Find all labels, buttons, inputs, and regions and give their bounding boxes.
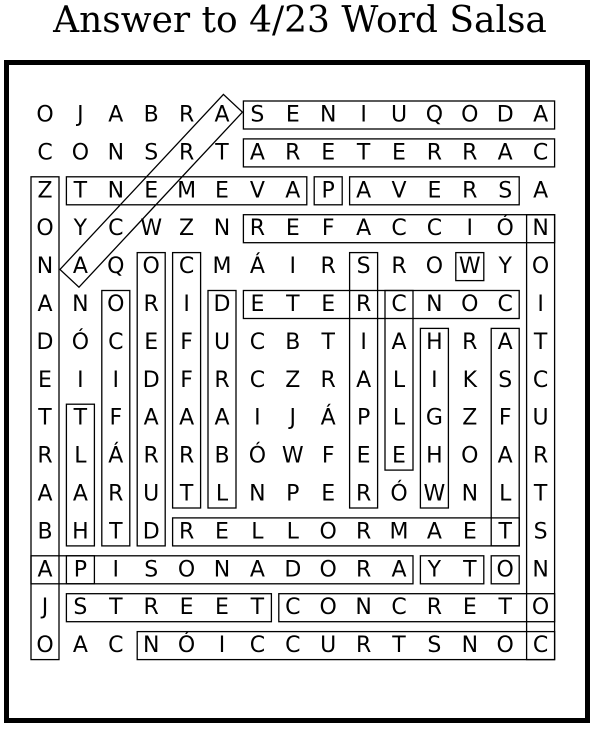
- grid-letter: O: [319, 519, 337, 545]
- grid-letter: F: [109, 405, 123, 431]
- grid-letter: N: [213, 557, 231, 583]
- grid-letter: R: [532, 443, 549, 469]
- grid-letter: O: [461, 102, 479, 128]
- grid-letter: C: [497, 292, 513, 317]
- grid-letter: K: [462, 367, 478, 393]
- grid-letter: A: [72, 481, 88, 507]
- grid-letter: A: [214, 405, 230, 431]
- grid-letter: I: [360, 102, 367, 128]
- grid-letter: O: [36, 216, 54, 242]
- grid-letter: T: [463, 557, 477, 583]
- grid-letter: R: [285, 140, 301, 166]
- grid-letter: A: [497, 140, 513, 166]
- grid-letter: C: [249, 367, 266, 393]
- grid-letter: Z: [462, 405, 478, 431]
- grid-letter: F: [180, 329, 193, 355]
- grid-letter: F: [498, 405, 512, 431]
- grid-letter: R: [37, 443, 53, 469]
- grid-letter: N: [319, 102, 337, 128]
- grid-letter: I: [360, 329, 367, 355]
- grid-letter: O: [71, 140, 90, 166]
- grid-letter: A: [356, 367, 372, 393]
- grid-letter: N: [107, 140, 125, 166]
- grid-letter: V: [249, 178, 265, 204]
- grid-letter: C: [249, 633, 266, 659]
- grid-letter: A: [72, 254, 88, 280]
- grid-letter: C: [108, 216, 124, 242]
- grid-letter: P: [286, 481, 300, 507]
- grid-letter: T: [498, 595, 512, 621]
- grid-letter: H: [72, 519, 89, 545]
- grid-letter: M: [212, 254, 232, 280]
- grid-letter: D: [284, 557, 302, 583]
- grid-letter: Y: [73, 216, 88, 242]
- found-word-marker: [66, 594, 271, 622]
- grid-letter: E: [427, 178, 442, 204]
- grid-letter: A: [37, 481, 53, 507]
- grid-letter: L: [74, 443, 87, 469]
- grid-letter: E: [285, 216, 300, 242]
- grid-letter: S: [533, 519, 548, 545]
- grid-letter: C: [391, 595, 407, 621]
- grid-letter: R: [462, 178, 478, 204]
- found-word-marker: [491, 328, 519, 546]
- grid-letter: F: [180, 367, 193, 393]
- grid-letter: Ó: [390, 481, 408, 507]
- grid-letter: O: [142, 254, 160, 280]
- grid-letter: O: [36, 633, 54, 659]
- grid-letter: I: [112, 557, 120, 583]
- grid-letter: O: [107, 292, 125, 317]
- grid-letter: B: [37, 519, 53, 545]
- grid-letter: C: [391, 292, 407, 317]
- grid-letter: R: [249, 216, 266, 242]
- grid-letter: J: [41, 595, 49, 621]
- grid-letter: I: [112, 367, 120, 393]
- grid-letter: W: [281, 443, 304, 469]
- grid-letter: N: [532, 216, 549, 242]
- grid-letter: R: [462, 140, 478, 166]
- grid-letter: I: [466, 216, 474, 242]
- grid-letter: A: [356, 178, 372, 204]
- grid-letter: R: [143, 292, 159, 317]
- grid-letter: I: [77, 367, 84, 393]
- grid-letter: E: [144, 178, 159, 204]
- grid-letter: I: [289, 254, 297, 280]
- grid-letter: Á: [108, 443, 124, 469]
- grid-letter: V: [391, 178, 407, 204]
- grid-letter: R: [320, 254, 336, 280]
- grid-letter: R: [355, 557, 372, 583]
- grid-letter: R: [178, 519, 195, 545]
- grid-letter: O: [496, 633, 514, 659]
- grid-letter: A: [426, 519, 442, 545]
- grid-letter: O: [177, 557, 196, 583]
- grid-letter: Ó: [71, 329, 90, 355]
- grid-letter: T: [321, 329, 335, 355]
- grid-letter: I: [431, 367, 438, 393]
- grid-letter: R: [426, 140, 443, 166]
- grid-letter: N: [107, 178, 125, 204]
- grid-letter: T: [215, 140, 229, 166]
- grid-letter: Ó: [177, 633, 196, 659]
- grid-letter: S: [73, 595, 88, 621]
- grid-letter: A: [497, 329, 513, 355]
- grid-letter: A: [249, 557, 265, 583]
- grid-letter: D: [36, 329, 54, 355]
- grid-letter: Á: [320, 405, 336, 431]
- grid-letter: A: [391, 329, 407, 355]
- word-search-grid: [9, 65, 585, 718]
- grid-letter: R: [178, 102, 195, 128]
- grid-letter: T: [286, 292, 300, 317]
- grid-letter: U: [532, 405, 549, 431]
- grid-letter: J: [289, 405, 297, 431]
- grid-letter: O: [319, 557, 337, 583]
- grid-letter: I: [183, 292, 190, 317]
- grid-letter: T: [38, 405, 52, 431]
- grid-letter: Z: [285, 367, 301, 393]
- grid-letter: L: [392, 367, 406, 393]
- grid-letter: E: [321, 140, 336, 166]
- grid-letter: R: [178, 443, 195, 469]
- grid-letter: A: [497, 443, 513, 469]
- grid-letter: D: [142, 519, 160, 545]
- grid-letter: H: [426, 443, 443, 469]
- found-word-marker: [137, 632, 554, 660]
- grid-letter: M: [177, 178, 197, 204]
- grid-letter: H: [426, 329, 443, 355]
- grid-letter: E: [285, 102, 300, 128]
- grid-letter: N: [461, 633, 479, 659]
- grid-letter: E: [144, 329, 159, 355]
- grid-letter: N: [461, 481, 479, 507]
- grid-letter: G: [425, 405, 443, 431]
- grid-letter: P: [73, 557, 88, 583]
- grid-letter: O: [461, 292, 479, 317]
- grid-letter: A: [285, 178, 301, 204]
- grid-letter: S: [356, 254, 371, 280]
- grid-letter: A: [533, 178, 549, 204]
- grid-letter: R: [143, 595, 159, 621]
- grid-letter: R: [355, 292, 372, 317]
- grid-letter: B: [285, 329, 301, 355]
- grid-letter: I: [537, 292, 544, 317]
- grid-letter: A: [214, 102, 230, 128]
- grid-letter: C: [285, 633, 301, 659]
- grid-letter: R: [214, 367, 230, 393]
- grid-letter: A: [391, 557, 407, 583]
- grid-letter: A: [143, 405, 159, 431]
- grid-letter: S: [144, 140, 159, 166]
- grid-letter: I: [254, 405, 261, 431]
- grid-letter: A: [356, 216, 372, 242]
- grid-letter: C: [108, 329, 124, 355]
- grid-letter: W: [140, 216, 163, 242]
- grid-letter: U: [213, 329, 231, 355]
- grid-letter: Z: [37, 178, 53, 204]
- grid-letter: T: [73, 405, 88, 431]
- grid-letter: E: [179, 595, 194, 621]
- grid-letter: T: [533, 481, 548, 507]
- page-title: Answer to 4/23 Word Salsa: [53, 0, 547, 41]
- grid-letter: O: [36, 102, 54, 128]
- grid-letter: C: [285, 595, 301, 621]
- grid-letter: B: [214, 443, 230, 469]
- grid-letter: O: [531, 595, 550, 621]
- grid-letter: E: [321, 292, 336, 317]
- grid-letter: N: [532, 557, 549, 583]
- grid-letter: R: [355, 519, 372, 545]
- grid-letter: F: [321, 443, 335, 469]
- grid-letter: W: [458, 254, 481, 280]
- grid-letter: T: [356, 140, 371, 166]
- grid-letter: A: [249, 140, 265, 166]
- grid-letter: C: [426, 216, 443, 242]
- grid-letter: E: [356, 443, 371, 469]
- grid-letter: A: [37, 557, 53, 583]
- grid-letter: S: [498, 367, 513, 393]
- grid-letter: E: [215, 519, 229, 545]
- grid-letter: T: [109, 519, 123, 545]
- grid-letter: O: [531, 254, 550, 280]
- grid-letter: R: [178, 140, 195, 166]
- grid-letter: E: [250, 292, 265, 317]
- grid-letter: O: [496, 557, 514, 583]
- grid-letter: S: [427, 633, 442, 659]
- grid-letter: M: [389, 519, 409, 545]
- grid-letter: N: [426, 292, 443, 317]
- word-search-board: [4, 60, 590, 723]
- grid-letter: C: [532, 633, 549, 659]
- grid-letter: R: [426, 595, 443, 621]
- grid-letter: A: [179, 405, 195, 431]
- grid-letter: Z: [179, 216, 195, 242]
- grid-letter: T: [250, 595, 265, 621]
- grid-letter: C: [391, 216, 407, 242]
- grid-letter: Q: [107, 254, 125, 280]
- grid-letter: L: [251, 519, 264, 545]
- grid-letter: C: [532, 140, 549, 166]
- grid-letter: D: [213, 292, 231, 317]
- grid-letter: T: [109, 595, 123, 621]
- grid-letter: R: [320, 367, 336, 393]
- grid-letter: S: [144, 557, 159, 583]
- grid-letter: R: [462, 329, 478, 355]
- grid-letter: F: [321, 216, 335, 242]
- grid-letter: T: [498, 519, 512, 545]
- grid-letter: N: [36, 254, 54, 280]
- grid-letter: T: [533, 329, 548, 355]
- grid-letter: N: [249, 481, 266, 507]
- grid-letter: I: [218, 633, 226, 659]
- grid-letter: R: [143, 443, 159, 469]
- grid-letter: N: [355, 595, 372, 621]
- grid-letter: N: [213, 216, 231, 242]
- grid-letter: U: [390, 102, 408, 128]
- grid-letter: Y: [427, 557, 442, 583]
- grid-letter: E: [392, 443, 406, 469]
- grid-letter: Q: [425, 102, 444, 128]
- found-word-marker: [208, 291, 236, 509]
- grid-letter: C: [37, 140, 53, 166]
- grid-letter: E: [215, 595, 229, 621]
- grid-letter: T: [179, 481, 194, 507]
- grid-letter: E: [215, 178, 229, 204]
- grid-letter: R: [391, 254, 407, 280]
- grid-letter: U: [320, 633, 337, 659]
- grid-letter: E: [462, 595, 477, 621]
- grid-letter: A: [72, 633, 88, 659]
- grid-letter: L: [215, 481, 229, 507]
- grid-letter: N: [142, 633, 160, 659]
- grid-letter: Á: [249, 254, 265, 280]
- grid-letter: A: [37, 292, 53, 317]
- grid-letter: E: [321, 481, 336, 507]
- grid-letter: A: [108, 102, 124, 128]
- grid-letter: Ó: [248, 443, 267, 469]
- grid-letter: E: [38, 367, 52, 393]
- grid-letter: R: [355, 633, 372, 659]
- grid-letter: C: [249, 329, 266, 355]
- grid-letter: L: [499, 481, 512, 507]
- grid-letter: R: [108, 481, 124, 507]
- grid-letter: J: [77, 102, 84, 128]
- grid-letter: Y: [498, 254, 512, 280]
- grid-letter: Ó: [496, 216, 514, 242]
- grid-letter: D: [496, 102, 514, 128]
- grid-letter: O: [461, 443, 479, 469]
- grid-letter: E: [392, 140, 406, 166]
- grid-letter: N: [72, 292, 89, 317]
- grid-letter: C: [108, 633, 124, 659]
- grid-letter: T: [73, 178, 88, 204]
- grid-letter: E: [462, 519, 477, 545]
- grid-letter: S: [250, 102, 265, 128]
- grid-letter: R: [355, 481, 372, 507]
- grid-letter: A: [533, 102, 549, 128]
- grid-letter: P: [321, 178, 335, 204]
- grid-letter: P: [356, 405, 371, 431]
- grid-letter: O: [319, 595, 337, 621]
- grid-letter: L: [286, 519, 299, 545]
- grid-letter: T: [392, 633, 406, 659]
- grid-letter: C: [178, 254, 195, 280]
- grid-letter: C: [532, 367, 549, 393]
- grid-letter: B: [143, 102, 159, 128]
- grid-letter: O: [425, 254, 444, 280]
- found-word-marker: [527, 215, 555, 660]
- grid-letter: L: [392, 405, 406, 431]
- grid-letter: S: [498, 178, 513, 204]
- grid-letter: W: [423, 481, 446, 507]
- grid-letter: U: [143, 481, 160, 507]
- grid-letter: D: [142, 367, 160, 393]
